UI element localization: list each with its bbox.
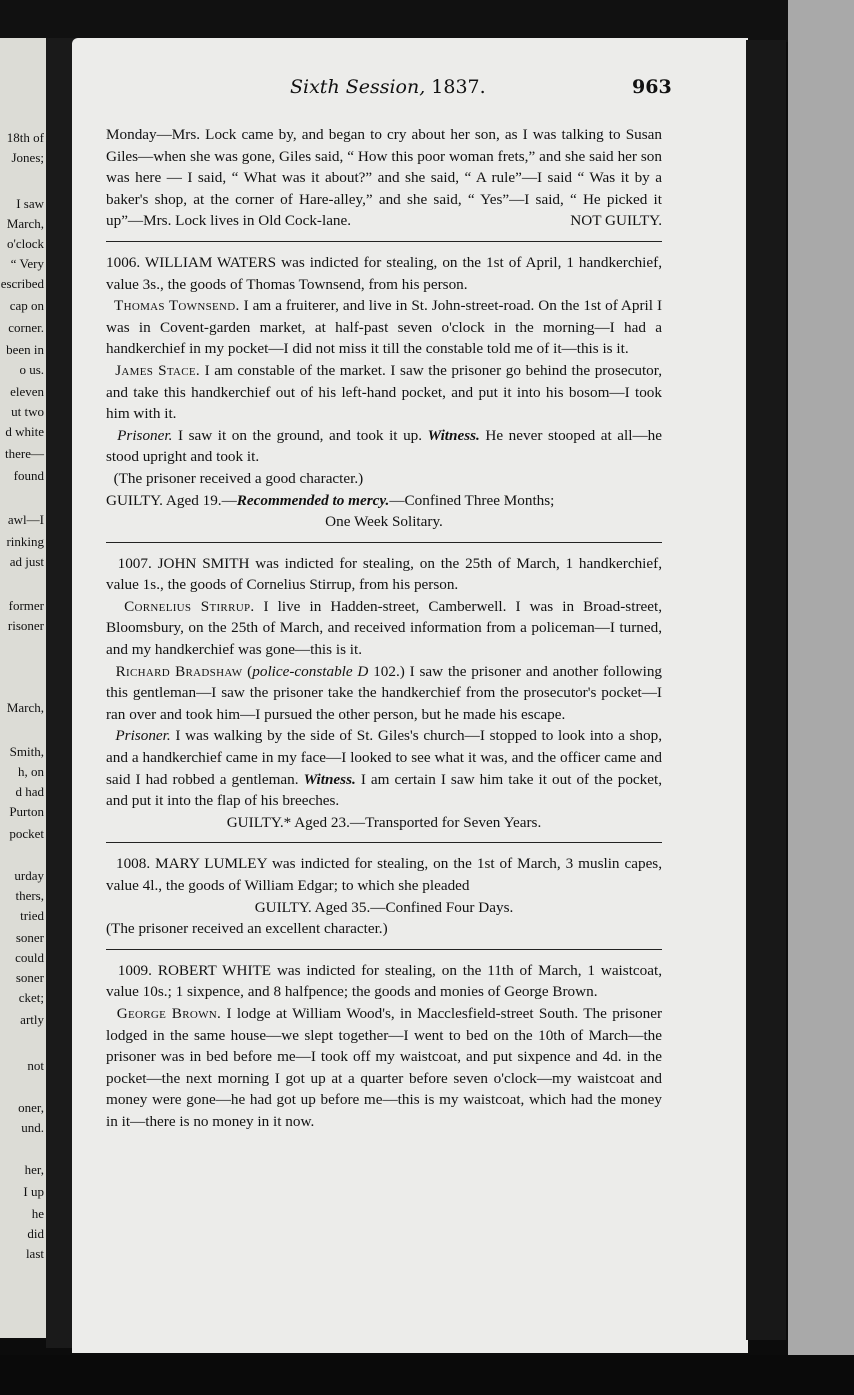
facing-page-fragment: 18th of [6,130,44,145]
facing-page-edge [0,38,48,1338]
facing-page-fragment: corner. [8,320,44,335]
facing-page-fragment: Jones; [11,150,44,165]
facing-page-fragment: there— [5,446,44,461]
case-heading: 1008. MARY LUMLEY [115,855,267,873]
facing-page-fragment: urday [14,868,44,883]
facing-page-fragment: rinking [6,534,44,549]
witness-name: Thomas Townsend. [114,297,240,315]
scan-border-top [0,0,854,42]
facing-page-fragment: d had [15,784,44,799]
witness-name: Richard Bradshaw [115,662,243,680]
page-number: 963 [632,76,672,98]
case-1006 [106,252,662,533]
facing-page-fragment: last [25,1246,44,1261]
page-body [106,124,662,1133]
facing-page-fragment: could [15,950,44,965]
facing-page-fragment: “ Very [10,256,44,271]
character-note: (The prisoner received an excellent character.) [106,920,388,938]
facing-page-fragment: found [13,468,44,483]
facing-page-fragment: eleven [10,384,44,399]
session-year: 1837. [431,76,486,98]
case-heading: 1007. JOHN SMITH [117,554,250,572]
facing-page-fragment: former [8,598,44,613]
case-divider [106,241,662,242]
facing-page-fragment: ad just [9,554,44,569]
facing-page-fragment: March, [6,700,44,715]
facing-page-fragment: awl—I [7,512,44,527]
facing-page-fragment: pocket [9,826,44,841]
facing-page-fragment: Smith, [9,744,44,759]
facing-page-fragment: ut two [11,404,44,419]
facing-page-fragment: tried [20,908,44,923]
case-divider [106,842,662,843]
case-1008 [106,853,662,939]
case-divider [106,542,662,543]
facing-page-fragment: March, [6,216,44,231]
case-heading: 1009. ROBERT WHITE [117,961,272,979]
facing-page-fragment: thers, [15,888,44,903]
facing-page-fragment: did [27,1226,44,1241]
witness-name: George Brown. [116,1004,222,1022]
case-1007 [106,553,662,834]
character-note: (The prisoner received a good character.) [113,469,364,487]
witness-testimony: Thomas Townsend. I am a fruiterer, and live in St. John-street-road. On the 1st of April I was in Covent-garden market, at half-past seven o'clock in the morning—I had a handkerchief in my pocket—I did not miss it till the constable told me of it—this is it. [106,297,663,358]
witness-name: Cornelius Stirrup. [124,597,255,615]
facing-page-fragment: h, on [18,764,44,779]
facing-page-fragment: oner, [18,1100,44,1115]
page-edge-shadow [746,40,786,1340]
case-indictment: 1008. MARY LUMLEY was indicted for stealing, on the 1st of March, 3 muslin capes, value 4l., the goods of William Edgar; to which she pleaded [106,855,663,894]
facing-page-fragment: soner [15,930,44,945]
facing-page-fragment: o us. [19,362,44,377]
facing-page-fragment: he [31,1206,44,1221]
case-indictment: 1007. JOHN SMITH was indicted for stealing, on the 25th of March, 1 handkerchief, value 1s., the goods of Cornelius Stirrup, from his person. [106,554,663,594]
case-divider [106,949,662,950]
facing-page-fragment: I saw [16,196,44,211]
facing-page-fragment: cap on [9,298,44,313]
session-title: Sixth Session, [290,76,426,98]
continuation-verdict: NOT GUILTY. [570,212,662,230]
case-verdict: GUILTY. Aged 19.—Recommended to mercy.—Confined Three Months; [106,491,555,509]
witness-testimony: Cornelius Stirrup. I live in Hadden-street, Camberwell. I was in Broad-street, Bloomsbury, on the 25th of March, and received information from a policeman—I turned, and my handkerchief was gone—this is it. [106,597,662,659]
facing-page-fragment: soner [15,970,44,985]
facing-page-fragment: cket; [18,990,44,1005]
facing-page-fragment: d white [5,424,44,439]
prisoner-statement: Prisoner. I saw it on the ground, and took it up. Witness. He never stooped at all—he stood upright and took it. [106,426,662,466]
facing-page-fragment: her, [24,1162,44,1177]
facing-page-fragment: I up [23,1184,44,1199]
running-head [290,76,486,98]
facing-page-fragment: escribed [0,276,44,291]
facing-page-fragment: o'clock [7,236,44,251]
case-verdict: GUILTY.* Aged 23.—Transported for Seven Years. [226,813,542,831]
prisoner-statement: Prisoner. I was walking by the side of St. Giles's church—I stopped to look into a shop, and a handkerchief came in my face—I looked to see what it was, and the officer came and said I had robbed a gentleman. Witness. I am certain I saw him take it out of the pocket, and put it into the flap of his breeches. [106,727,663,810]
case-verdict-line2: One Week Solitary. [325,513,443,531]
witness-testimony: Richard Bradshaw (police-constable D 102.) I saw the prisoner and another following this gentleman—I saw the prisoner take the handkerchief from the prosecutor's pocket—I ran over and took him—I pursued the other person, but he made his escape. [106,662,663,723]
case-heading: 1006. WILLIAM WATERS [106,253,277,271]
facing-page-fragment: not [27,1058,44,1073]
facing-page-fragment: been in [6,342,44,357]
case-indictment: 1006. WILLIAM WATERS was indicted for stealing, on the 1st of April, 1 handkerchief, value 3s., the goods of Thomas Townsend, from his person. [106,253,662,293]
case-1009 [106,960,662,1133]
facing-page-fragment: risoner [7,618,44,633]
witness-name: James Stace. [115,361,200,379]
facing-page-fragment: artly [20,1012,44,1027]
continuation-paragraph: Monday—Mrs. Lock came by, and began to cry about her son, as I was talking to Susan Giles—when she was gone, Giles said, “ How this poor woman frets,” and she said her son was here — I said, “ What was it about?” and she said, “ A rule”—I said “ Was it by a baker's shop, at the corner of Hare-alley,” and she said, “ Yes”—I said, “ He picked it up”—Mrs. Lock lives in Old Cock-lane. NOT GUILTY. [106,124,662,232]
case-verdict: GUILTY. Aged 35.—Confined Four Days. [254,898,514,916]
scan-border-bottom [0,1355,854,1395]
case-indictment: 1009. ROBERT WHITE was indicted for stealing, on the 11th of March, 1 waistcoat, value 10s.; 1 sixpence, and 8 halfpence; the goods and monies of George Brown. [106,961,663,1001]
scan-border-right [788,0,854,1395]
witness-testimony: James Stace. I am constable of the market. I saw the prisoner go behind the prosecutor, and take this handkerchief out of his left-hand pocket, and put it into his bosom—I took him with it. [106,361,663,423]
facing-page-fragment: Purton [9,804,44,819]
witness-testimony: George Brown. I lodge at William Wood's, in Macclesfield-street South. The prisoner lodged in the same house—we slept together—I went to bed on the 10th of March—the prisoner was in bed before me—I took off my waistcoat, and put sixpence and 4d. in the pocket—the next morning I got up at a quarter before seven o'clock—my waistcoat and money were gone—he had got up before me—this is my waistcoat, which had the money in it—there is no money in it now. [106,1004,662,1130]
facing-page-fragment: und. [21,1120,44,1135]
